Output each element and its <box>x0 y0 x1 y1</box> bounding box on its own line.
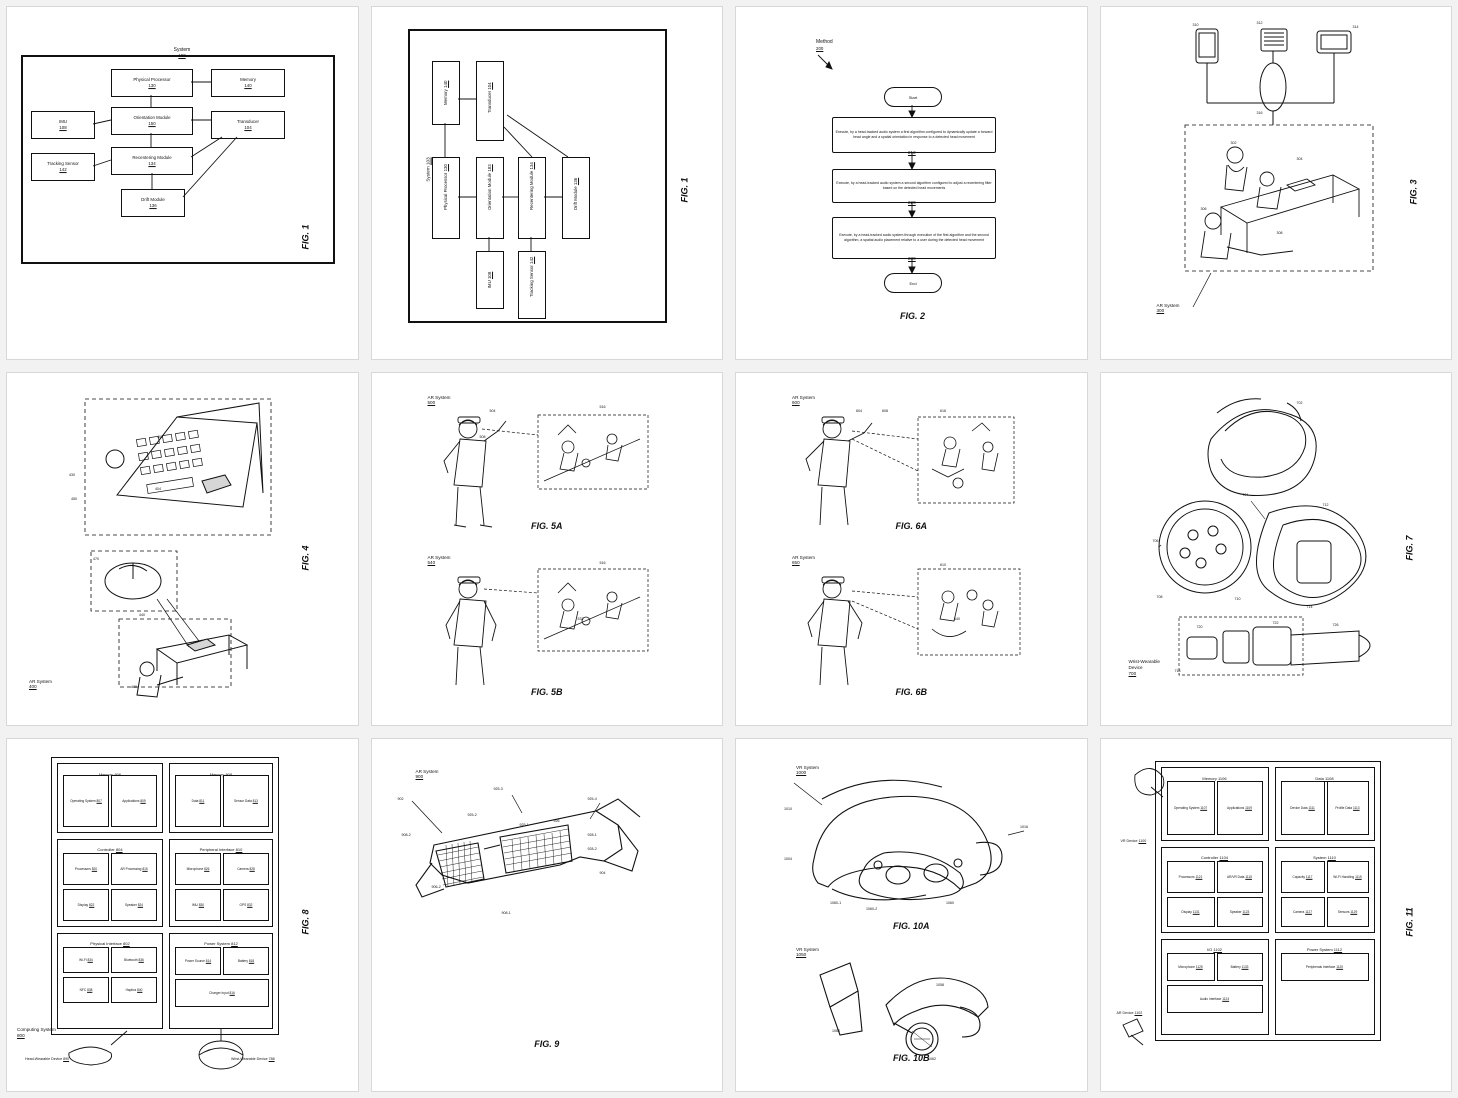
fig3-ref-306: 306 <box>1200 207 1207 211</box>
fig8-os-name: Operating System <box>70 798 96 803</box>
fig6b-title <box>792 555 815 565</box>
fig5b-ref-532: 532 <box>577 617 584 621</box>
fig11-cap-name: Capacity <box>1292 874 1305 879</box>
figure-cell-fig7 <box>1100 372 1453 726</box>
lbl-recentering-module: Recentering Module <box>132 155 172 161</box>
fig8-physif-name: Physical Interface <box>90 941 122 946</box>
fig11-device-icons <box>1101 739 1431 1069</box>
fig8-disp-ref: 822 <box>89 902 95 907</box>
fig8-periph-name: Peripheral Interface <box>199 847 235 852</box>
fig8-chg-name: Charger Input <box>209 990 229 995</box>
fig8-controller-ref: 804 <box>115 847 123 852</box>
fig8-bat-ref: 818 <box>248 958 255 963</box>
lbl-imu: IMU <box>58 119 68 125</box>
fig11-apps-ref: 1109 <box>1245 805 1252 810</box>
fig11-periph-ref: 1120 <box>1336 964 1344 969</box>
fig6b-ref-610: 610 <box>940 563 946 567</box>
fig1b-title-text: System <box>425 166 431 182</box>
lbl-transducer: Transducer <box>236 119 260 125</box>
fig11-mem-name: Memory <box>1202 776 1217 781</box>
fig8-wifi-ref: 834 <box>87 957 93 962</box>
fig11-data-ref: 1108 <box>1324 776 1334 781</box>
fig11-profdata-name: Profile Data <box>1335 805 1353 810</box>
fig4-ref-404: 404 <box>155 487 161 491</box>
fig8-bt-name: Bluetooth <box>124 957 138 962</box>
fig2-step-2-ref: 220 <box>908 200 916 205</box>
fig9-ref-904: 904 <box>599 871 606 875</box>
fig11-ctrl-name: Controller <box>1200 855 1219 860</box>
fig8-note-ww-ref: 788 <box>268 1057 275 1061</box>
figure-cell-fig3 <box>1100 6 1453 360</box>
fig8-cam-ref: 828 <box>249 866 255 871</box>
fig2-start: Start <box>884 87 942 107</box>
fig9-label: FIG. 9 <box>534 1039 560 1049</box>
fig1a-title: System <box>173 47 191 53</box>
fig2-step-1-ref: 212 <box>908 150 916 155</box>
ref2-transducer: 104 <box>486 82 492 90</box>
fig4-ref-450: 450 <box>71 497 77 501</box>
fig1b-connectors <box>372 7 692 337</box>
ref2-recentering-module: 134 <box>528 162 534 170</box>
fig6-drawing <box>736 373 1086 703</box>
figure-cell-fig8 <box>6 738 359 1092</box>
ref2-drift-module: 136 <box>572 177 578 186</box>
fig10b-ref-1060: 1060 <box>832 1029 840 1033</box>
fig6b-title-ref: 650 <box>792 560 800 565</box>
fig11-note-vr-ref: 1100 <box>1138 839 1147 843</box>
fig3-ref-302: 302 <box>1230 141 1237 145</box>
fig10a-ref-1060-2: 1060-2 <box>866 907 878 911</box>
ref2-orientation-module: 183 <box>486 164 492 172</box>
fig11-cam-ref: 1127 <box>1305 909 1313 914</box>
fig11-profdata-ref: 1113 <box>1352 805 1360 810</box>
fig11-data-name: Data <box>1315 776 1324 781</box>
fig8-cam-name: Camera <box>237 866 249 871</box>
fig6a-title-ref: 600 <box>792 400 800 405</box>
fig3-ref-308: 308 <box>1276 231 1283 235</box>
fig3-title <box>1157 303 1180 313</box>
fig8-hap-ref: 840 <box>137 987 143 992</box>
fig2-end: End <box>884 273 942 293</box>
figure-cell-fig1b <box>371 6 724 360</box>
ref-drift-module: 136 <box>149 203 157 208</box>
figure-cell-fig11 <box>1100 738 1453 1092</box>
fig10a-title-text: VR System <box>796 765 819 770</box>
fig6b-title-text: AR System <box>792 555 815 560</box>
fig8-proc-ref: 820 <box>91 866 98 871</box>
fig8-controller-name: Controller <box>97 847 115 852</box>
fig8-title-ref: 800 <box>17 1032 25 1038</box>
lbl-tracking-sensor: Tracking Sensor <box>47 161 79 167</box>
ref-tracking-sensor: 142 <box>59 167 67 172</box>
fig9-ref-928-1: 928-1 <box>587 833 597 837</box>
fig2-title-ref: 200 <box>816 46 824 51</box>
fig11-io-name: I/O <box>1206 947 1213 952</box>
fig2-step-3-text: Execute, by a head-tracked audio system through execution of the first algorithm and the second algorithm, a spatial audio placement relative to a user during the detected head movement <box>839 233 989 242</box>
fig4-ref-402: 402 <box>157 435 163 439</box>
fig4-ref-470: 470 <box>93 557 99 561</box>
fig10b-title <box>796 947 819 957</box>
fig11-bat-ref: 1133 <box>1241 964 1249 969</box>
fig5-drawing <box>372 373 722 703</box>
fig9-ref-906-2: 908-1 <box>501 911 511 915</box>
lbl-memory: Memory <box>240 77 256 83</box>
fig10a-label: FIG. 10A <box>892 921 930 931</box>
fig8-note-hw-ref: 890 <box>63 1057 70 1061</box>
fig10a-ref-1060-1: 1060-1 <box>830 901 842 905</box>
fig3-ref-304: 304 <box>1296 157 1303 161</box>
fig7-ref-726: 726 <box>1332 623 1339 627</box>
fig11-bat-name: Battery <box>1230 964 1241 969</box>
fig7-ref-704: 704 <box>1242 493 1249 497</box>
fig7-ref-708: 708 <box>1156 595 1163 599</box>
fig8-imu-ref: 830 <box>198 902 205 907</box>
fig8-sensordata-ref: 813 <box>252 798 258 803</box>
fig4-ref-430: 440 <box>139 613 145 617</box>
fig11-note-ar-name: AR Device <box>1116 1011 1134 1015</box>
fig6a-ref-608: 608 <box>882 409 888 413</box>
fig8-physif-ref: 802 <box>123 941 130 946</box>
lbl2-transducer: Transducer <box>486 90 492 113</box>
fig6a-ref-616: 616 <box>940 409 946 413</box>
figure-cell-fig4 <box>6 372 359 726</box>
fig8-disp-name: Display <box>77 902 89 907</box>
fig10b-label: FIG. 10B <box>892 1053 930 1063</box>
fig8-gps-name: GPS <box>239 902 247 907</box>
fig11-label: FIG. 11 <box>1404 907 1415 937</box>
fig8-sensordata-name: Sensor Data <box>234 798 252 803</box>
fig9-ref-926: 926 <box>553 819 560 823</box>
figure-cell-fig10 <box>735 738 1088 1092</box>
lbl2-drift-module: Drift Module <box>572 186 578 210</box>
ref-imu: 108 <box>59 125 67 130</box>
fig10a-title-ref: 1000 <box>796 770 807 775</box>
fig10a-ref-1004: 1004 <box>784 857 792 861</box>
fig11-note-vr-name: VR Device <box>1120 839 1138 843</box>
fig8-power-name: Power System <box>204 941 230 946</box>
figure-cell-fig1a <box>6 6 359 360</box>
fig5a-title-ref: 500 <box>427 400 436 405</box>
fig8-nfc-ref: 838 <box>87 987 93 992</box>
fig8-nfc-name: NFC <box>79 987 87 992</box>
lbl2-tracking-sensor: Tracking Sensor <box>528 265 534 297</box>
figure-cell-fig6 <box>735 372 1088 726</box>
fig3-drawing <box>1101 7 1451 357</box>
fig11-mic-name: Microphone <box>1178 964 1195 969</box>
fig8-pwrsrc-name: Power Source <box>184 958 205 963</box>
fig1a-title-ref: 100 <box>178 53 186 58</box>
fig11-os-ref: 1107 <box>1200 805 1208 810</box>
fig8-note-hw-name: Head-Wearable Device <box>25 1057 63 1061</box>
fig9-ref-902: 902 <box>397 797 404 801</box>
fig11-io-ref: 1102 <box>1213 947 1223 952</box>
ref-recentering-module: 134 <box>148 161 156 166</box>
fig8-mic-name: Microphone <box>186 866 204 871</box>
fig8-hap-name: Haptics <box>125 987 137 992</box>
fig11-proc-name: Processors <box>1178 874 1195 879</box>
fig10b-title-text: VR System <box>796 947 819 952</box>
fig9-ref-906-1: 906-2 <box>431 885 441 889</box>
fig8-title-text: Computing System <box>17 1027 56 1032</box>
fig6b-label: FIG. 6B <box>895 687 927 697</box>
fig1a-label: FIG. 1 <box>300 224 311 250</box>
fig11-devdata-name: Device Data <box>1290 805 1308 810</box>
fig4-ref-460: 460 <box>131 685 137 689</box>
fig3-ref-316: 316 <box>1256 111 1263 115</box>
fig11-arvr-name: AR/VR Data <box>1227 874 1245 879</box>
fig11-pwr-ref: 1112 <box>1333 947 1343 952</box>
fig9-drawing <box>372 739 722 1069</box>
fig1b-label: FIG. 1 <box>679 177 690 203</box>
fig11-apps-name: Applications <box>1227 805 1245 810</box>
fig7-ref-720: 720 <box>1196 625 1203 629</box>
fig10b-ref-1062: 1062 <box>928 1057 936 1061</box>
fig10a-ref-1016: 1016 <box>1020 825 1028 829</box>
fig1b-title-ref: 103 <box>425 157 431 166</box>
fig5a-ref-504: 504 <box>489 409 496 413</box>
fig4-title-ref: 400 <box>29 684 37 689</box>
fig5b-ref-516: 516 <box>599 561 606 565</box>
lbl2-imu: IMU <box>486 280 492 289</box>
fig8-data-ref: 811 <box>199 798 205 803</box>
fig8-apps-ref: 809 <box>140 798 146 803</box>
fig8-gps-ref: 832 <box>247 902 253 907</box>
lbl2-physical-processor: Physical Processor <box>442 172 448 210</box>
fig8-pwrsrc-ref: 814 <box>205 958 212 963</box>
fig7-title <box>1129 659 1165 677</box>
fig7-ref-702: 702 <box>1296 401 1303 405</box>
fig8-arproc-ref: 815 <box>142 866 148 871</box>
fig11-arvr-ref: 1115 <box>1245 874 1252 879</box>
lbl2-recentering-module: Recentering Module <box>528 170 534 210</box>
fig8-note-ww-name: Wrist-Wearable Device <box>231 1057 268 1061</box>
fig4-title <box>29 679 52 689</box>
fig5b-title-ref: 540 <box>427 560 436 565</box>
fig8-periph-ref: 810 <box>235 847 243 852</box>
fig5a-ref-516: 516 <box>599 405 606 409</box>
fig5b-label: FIG. 5B <box>530 687 563 697</box>
fig8-power-ref: 812 <box>231 941 238 946</box>
fig7-ref-714: 714 <box>1306 605 1313 609</box>
fig3-label: FIG. 3 <box>1408 179 1419 205</box>
lbl-physical-processor: Physical Processor <box>133 77 171 83</box>
fig1a-connectors <box>7 7 347 267</box>
fig11-spk-ref: 1123 <box>1242 909 1250 914</box>
figure-cell-fig5 <box>371 372 724 726</box>
fig9-ref-925-1: 925-1 <box>519 823 529 827</box>
fig8-arproc-name: AR Processing <box>120 866 142 871</box>
lbl2-memory: Memory <box>442 89 448 105</box>
fig8-chg-ref: 816 <box>229 990 235 995</box>
figure-cell-fig2 <box>735 6 1088 360</box>
fig8-proc-name: Processors <box>74 866 91 871</box>
fig11-wifi-ref: 1119 <box>1355 874 1362 879</box>
fig11-cap-ref: 1117 <box>1305 874 1313 879</box>
lbl2-orientation-module: Orientation Module <box>486 172 492 210</box>
fig9-ref-928-2: 928-2 <box>587 847 597 851</box>
fig11-sens-ref: 1129 <box>1350 909 1358 914</box>
fig8-spk-ref: 824 <box>137 902 144 907</box>
lbl-orientation-module: Orientation Module <box>133 115 171 121</box>
fig11-sens-name: Sensors <box>1337 909 1350 914</box>
ref2-imu: 108 <box>486 271 492 280</box>
fig8-data-name: Data <box>191 798 199 803</box>
fig7-ref-712: 712 <box>1322 503 1329 507</box>
fig6a-title-text: AR System <box>792 395 815 400</box>
fig11-cam-name: Camera <box>1292 909 1305 914</box>
fig9-ref-925-2: 925-2 <box>467 813 477 817</box>
fig7-ref-718: 718 <box>1174 669 1181 673</box>
fig11-os-name: Operating System <box>1173 805 1200 810</box>
ref-transducer: 104 <box>244 125 252 130</box>
fig8-os-ref: 807 <box>96 798 102 803</box>
fig10a-ref-1010: 1010 <box>784 807 792 811</box>
fig7-title-ref: 700 <box>1128 670 1137 676</box>
fig8-mic-ref: 826 <box>204 866 210 871</box>
fig7-title-text: Wrist-Wearable Device <box>1128 659 1160 670</box>
fig10b-title-ref: 1050 <box>796 952 807 957</box>
fig11-mem-ref: 1106 <box>1217 776 1227 781</box>
figure-cell-fig9 <box>371 738 724 1092</box>
ref2-physical-processor: 130 <box>442 164 448 172</box>
fig10a-ref-1060: 1060 <box>946 901 954 905</box>
ref2-memory: 140 <box>442 80 448 88</box>
fig10b-ref-1058: 1058 <box>936 983 944 987</box>
fig7-ref-710: 710 <box>1234 597 1241 601</box>
fig2-step-3-ref: 230 <box>908 256 916 261</box>
fig6a-ref-604: 604 <box>856 409 862 413</box>
fig3-title-text: AR System <box>1156 303 1180 308</box>
fig9-title-text: AR System <box>415 769 439 774</box>
fig5a-title-text: AR System <box>427 395 451 400</box>
fig3-ref-312: 312 <box>1256 21 1263 25</box>
fig7-ref-706: 706 <box>1152 539 1159 543</box>
fig7-ref-722: 722 <box>1272 621 1279 625</box>
ref-memory: 140 <box>244 83 252 88</box>
fig9-ref-925-4: 925-4 <box>587 797 597 801</box>
fig2-step-2-text: Execute, by a head-tracked audio system a second algorithm configured to adjust a recentering filter based on the detected head movements <box>836 181 992 190</box>
fig9-title-ref: 900 <box>415 774 424 779</box>
fig8-spk-name: Speaker <box>124 902 137 907</box>
fig2-step-1-text: Execute, by a head-tracked audio system a first algorithm configured to dynamically update a forward head angle and a spatial orientation in response to a detected head movement <box>835 130 993 139</box>
fig11-devdata-ref: 1111 <box>1308 805 1315 810</box>
fig8-device-icons <box>7 739 337 1089</box>
fig8-apps-name: Applications <box>122 798 140 803</box>
fig5a-ref-508: 508 <box>479 435 486 439</box>
fig11-periph-name: Peripherals Interface <box>1305 964 1336 969</box>
fig11-disp-ref: 1131 <box>1192 909 1200 914</box>
ref-physical-processor: 130 <box>148 83 156 88</box>
fig11-audio-name: Audio Interface <box>1199 996 1222 1001</box>
fig5a-label: FIG. 5A <box>530 521 563 531</box>
fig11-sys-ref: 1110 <box>1327 855 1336 860</box>
fig8-bat-name: Battery <box>237 958 248 963</box>
fig4-label: FIG. 4 <box>300 545 311 571</box>
fig11-sys-name: System <box>1313 855 1327 860</box>
fig9-ref-925-3: 925-3 <box>493 787 503 791</box>
fig11-spk-name: Speaker <box>1229 909 1242 914</box>
fig8-imu-name: IMU <box>191 902 198 907</box>
fig11-mic-ref: 1125 <box>1195 964 1203 969</box>
ref-orientation-module: 150 <box>148 121 156 126</box>
fig2-label: FIG. 2 <box>900 311 926 321</box>
fig2-title: Method <box>816 39 833 45</box>
fig11-proc-ref: 1121 <box>1195 874 1203 879</box>
fig2-connectors <box>736 7 1076 307</box>
fig5b-title <box>428 555 451 565</box>
fig11-audio-ref: 1124 <box>1222 996 1230 1001</box>
fig11-wifi-name: Wi-Fi Handling <box>1333 874 1355 879</box>
fig4-title-text: AR System <box>29 679 52 684</box>
fig3-ref-310: 310 <box>1192 23 1199 27</box>
fig10-drawing <box>736 739 1086 1069</box>
lbl-drift-module: Drift Module <box>141 197 165 203</box>
fig11-note-ar-ref: 1102 <box>1134 1011 1143 1015</box>
fig11-pwr-name: Power System <box>1306 947 1333 952</box>
fig5b-title-text: AR System <box>427 555 451 560</box>
fig9-ref-908-1: 908-2 <box>401 833 411 837</box>
fig6b-ref-640: 640 <box>954 617 960 621</box>
fig7-label: FIG. 7 <box>1404 535 1415 561</box>
fig8-bt-ref: 836 <box>138 957 144 962</box>
fig8-label: FIG. 8 <box>300 909 311 935</box>
fig11-disp-name: Display <box>1181 909 1192 914</box>
fig8-wifi-name: Wi-Fi <box>79 957 87 962</box>
fig6a-label: FIG. 6A <box>895 521 927 531</box>
fig4-ref-420: 430 <box>69 473 75 477</box>
fig11-ctrl-ref: 1104 <box>1219 855 1229 860</box>
fig3-title-ref: 300 <box>1156 308 1165 313</box>
ref2-tracking-sensor: 142 <box>528 256 534 264</box>
fig3-ref-314: 314 <box>1352 25 1359 29</box>
